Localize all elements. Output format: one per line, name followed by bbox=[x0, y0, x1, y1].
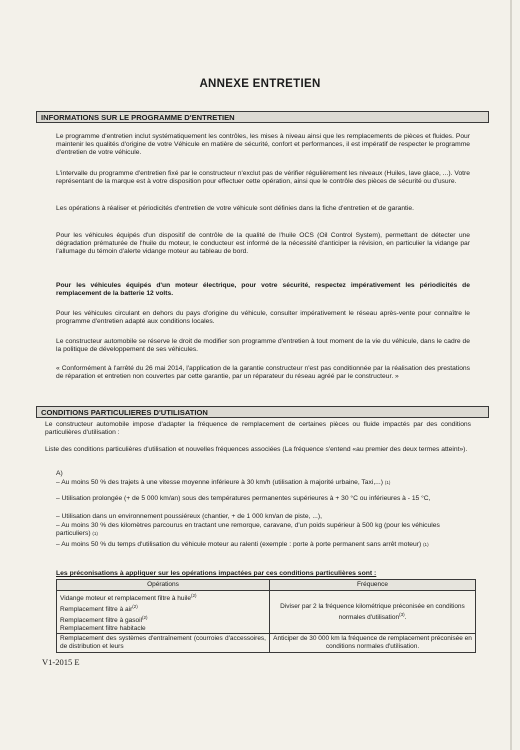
paragraph: « Conformément à l'arrêté du 26 mai 2014, l'application de la garantie constructeur n'est pas conditionnée par la réalisation des prestations de réparation et entretien non couvertes par cette garantie, par un réparateur du réseau agréé par le constructeur. » bbox=[56, 365, 470, 381]
operation-text: Remplacement filtre à gasoil bbox=[60, 616, 143, 624]
operation-text: Remplacement des systèmes d'entraînement (courroies d'accessoires, de distribution et leurs bbox=[60, 635, 266, 651]
operation-text: Remplacement filtre habitacle bbox=[60, 624, 146, 632]
paragraph: Pour les véhicules équipés d'un dispositif de contrôle de la qualité de l'huile OCS (Oil Control System), permettant de détecter une dégradation prématurée de l'huile du moteur, le conducteur est informé de la nécessité d'anticiper la révision, en particulier la vidange par l'allumage du témoin d'alerte vidange moteur au tableau de bord. bbox=[56, 232, 470, 256]
paragraph: Le programme d'entretien inclut systématiquement les contrôles, les mises à niveau ainsi que les remplacements de pièces et fluides. Pour maintenir les qualités d'origine de votre Véhicule en matière de sécurité, confort et performances, il est impératif de respecter le programme d'entretien de votre véhicule. bbox=[56, 133, 470, 157]
version-footer: V1-2015 E bbox=[42, 657, 80, 667]
table-row bbox=[57, 634, 476, 653]
column-header-frequency: Fréquence bbox=[270, 580, 476, 591]
criteria-item bbox=[56, 522, 470, 538]
section-intro: Le constructeur automobile impose d'adapter la fréquence de remplacement de certaines pièces ou fluide impactés par des conditions particulières d'utilisation : bbox=[45, 421, 471, 437]
footnote-ref: (2) bbox=[191, 592, 197, 598]
paragraph: L'intervalle du programme d'entretien fixé par le constructeur n'exclut pas de vérifier régulièrement les niveaux (Huiles, lave glace, ...). Votre représentant de la marque est à votre disposition pour effectuer cette opération, ainsi que le contrôle des pièces de sécurité ou d'usure. bbox=[56, 170, 470, 186]
frequency-cell bbox=[270, 634, 476, 653]
operation-item bbox=[60, 603, 266, 614]
section-heading-special-conditions: CONDITIONS PARTICULIERES D'UTILISATION bbox=[36, 406, 489, 418]
table-title: Les préconisations à appliquer sur les opérations impactées par ces conditions particulières sont : bbox=[56, 570, 377, 577]
operations-cell bbox=[57, 634, 270, 653]
criteria-item bbox=[56, 479, 470, 487]
operations-table bbox=[56, 579, 476, 653]
criteria-label: A) bbox=[56, 470, 63, 477]
frequency-text: Anticiper de 30 000 km la fréquence de remplacement préconisée en conditions normales d'utilisation. bbox=[273, 635, 472, 651]
paragraph-bold: Pour les véhicules équipés d'un moteur électrique, pour votre sécurité, respectez impérativement les périodicités de remplacement de la batterie 12 volts. bbox=[56, 282, 470, 298]
criteria-item bbox=[56, 495, 470, 503]
criteria-list-intro: Liste des conditions particulières d'utilisation et nouvelles fréquences associées (La fréquence s'entend «au premier des deux termes atteint»). bbox=[45, 446, 468, 453]
footnote-ref: (3) bbox=[399, 611, 405, 617]
footnote-ref: (2) bbox=[132, 603, 138, 609]
criteria-text: – Au moins 50 % du temps d'utilisation du véhicule moteur au ralenti (exemple : porte à porte permanent sans arrêt moteur) bbox=[56, 541, 422, 548]
criteria-text: – Utilisation prolongée (+ de 5 000 km/an) sous des températures permanentes supérieures à + 30 °C ou inférieures à - 15 °C, bbox=[56, 495, 431, 502]
footnote-ref: (1) bbox=[92, 531, 98, 537]
table-row bbox=[57, 590, 476, 634]
operation-item bbox=[60, 592, 266, 603]
paragraph: Le constructeur automobile se réserve le droit de modifier son programme d'entretien à tout moment de la vie du véhicule, dans le cadre de la politique de développement de ses véhicules. bbox=[56, 338, 470, 354]
footnote-ref: (1) bbox=[384, 480, 391, 485]
criteria-item bbox=[56, 541, 470, 549]
operation-item bbox=[60, 625, 266, 633]
operations-cell bbox=[57, 590, 270, 634]
criteria-text: – Au moins 50 % des trajets à une vitesse moyenne inférieure à 30 km/h (utilisation à majorité urbaine, Taxi,...) bbox=[56, 479, 383, 486]
criteria-text: – Au moins 30 % des kilomètres parcourus en tractant une remorque, caravane, d'un poids supérieur à 500 kg (pour les véhicules particuliers) bbox=[56, 522, 440, 538]
frequency-cell: Diviser par 2 la fréquence kilométrique préconisée en conditions normales d'utilisation$^{(3)}$. bbox=[270, 590, 476, 634]
footnote-ref: (2) bbox=[142, 614, 148, 620]
section-heading-maintenance-info: INFORMATIONS SUR LE PROGRAMME D'ENTRETIEN bbox=[36, 111, 489, 123]
page-title: ANNEXE ENTRETIEN bbox=[199, 78, 321, 90]
paragraph: Pour les véhicules circulant en dehors du pays d'origine du véhicule, consulter impérativement le réseau après-vente pour connaître le programme d'entretien adapté aux conditions locales. bbox=[56, 310, 470, 326]
frequency-text: Diviser par 2 la fréquence kilométrique préconisée en conditions normales d'utilisation bbox=[280, 602, 465, 621]
page-edge-shadow bbox=[510, 0, 512, 750]
operation-text: Remplacement filtre à air bbox=[60, 605, 133, 613]
table-header-row bbox=[57, 580, 476, 591]
column-header-operations: Opérations bbox=[57, 580, 270, 591]
criteria-item bbox=[56, 513, 470, 521]
paragraph: Les opérations à réaliser et périodicités d'entretien de votre véhicule sont définies dans la fiche d'entretien et de garantie. bbox=[56, 205, 414, 212]
footnote-ref: (1) bbox=[423, 542, 429, 547]
operation-text: Vidange moteur et remplacement filtre à huile bbox=[60, 594, 192, 602]
criteria-text: – Utilisation dans un environnement poussiéreux (chantier, + de 1 000 km/an de piste, ...), bbox=[56, 513, 322, 520]
operation-item bbox=[60, 614, 266, 625]
